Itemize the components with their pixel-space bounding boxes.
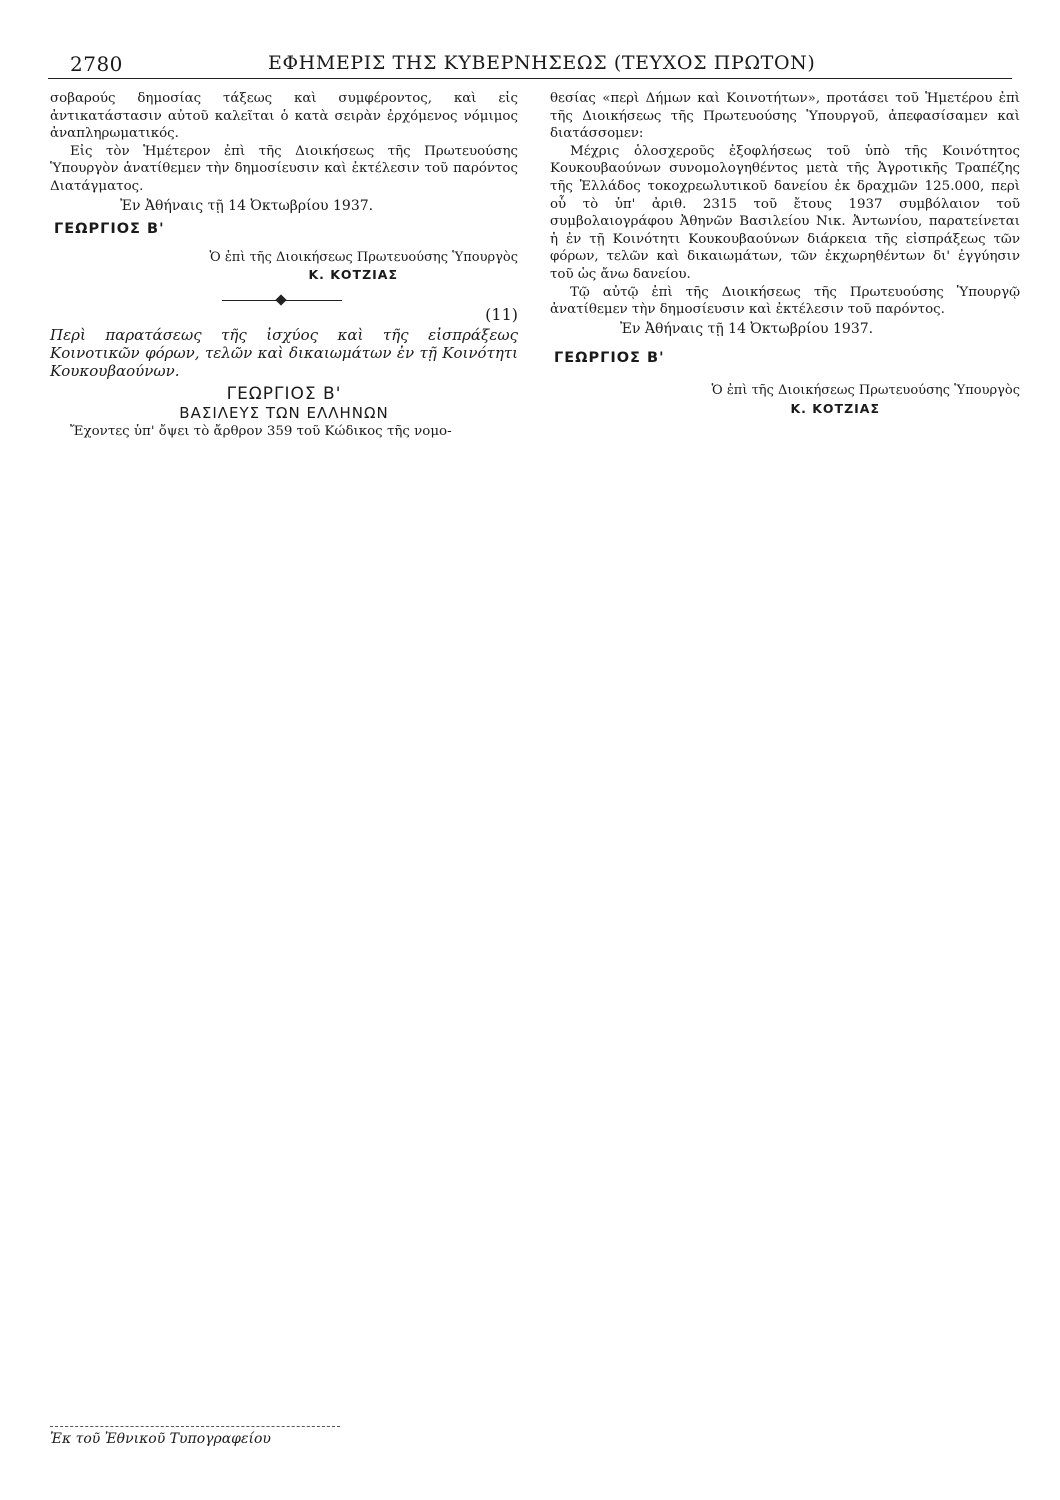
minister-name: Κ. ΚΟΤΖΙΑΣ xyxy=(790,400,880,416)
page-number: 2780 xyxy=(70,52,123,76)
minister-name: Κ. ΚΟΤΖΙΑΣ xyxy=(308,267,398,283)
paragraph: Ἔχοντες ὑπ' ὄψει τὸ ἄρθρον 359 τοῦ Κώδικος τῆς νομο- xyxy=(70,423,452,439)
printer-imprint: Ἐκ τοῦ Ἐθνικοῦ Τυπογραφείου xyxy=(50,1426,340,1447)
right-column xyxy=(550,90,1020,417)
king-name: ΓΕΩΡΓΙΟΣ Β' xyxy=(226,383,342,404)
decree-number: (11) xyxy=(485,304,518,324)
minister-title: Ὁ ἐπὶ τῆς Διοικήσεως Πρωτευούσης Ὑπουργὸς xyxy=(711,382,1020,398)
minister-title: Ὁ ἐπὶ τῆς Διοικήσεως Πρωτευούσης Ὑπουργὸς xyxy=(209,249,518,265)
king-signature: ΓΕΩΡΓΙΟΣ Β' xyxy=(554,350,665,367)
section-divider xyxy=(50,292,518,310)
paragraph: Τῷ αὐτῷ ἐπὶ τῆς Διοικήσεως τῆς Πρωτευούσης Ὑπουργῷ ἀνατίθεμεν τὴν δημοσίευσιν καὶ ἐκτέλεσιν τοῦ παρόντος. xyxy=(550,284,1020,318)
paragraph: Μέχρις ὁλοσχεροῦς ἐξοφλήσεως τοῦ ὑπὸ τῆς Κοινότητος Κουκουβαούνων συνομολογηθέντος μετὰ τῆς Ἀγροτικῆς Τραπέζης τῆς Ἑλλάδος τοκοχρεωλυτικοῦ δανείου ἐκ δραχμῶν 125.000, περὶ οὗ τὸ ὑπ' ἀριθ. 2315 τοῦ ἔτους 1937 συμβόλαιον τοῦ συμβολαιογράφου Ἀθηνῶν Βασιλείου Νικ. Ἀντωνίου, παρατείνεται ἡ ἐν τῇ Κοινότητι Κουκουβαούνων διάρκεια τῆς εἰσπράξεως τῶν φόρων, τελῶν καὶ δικαιωμάτων, τῶν ἐκχωρηθέντων δι' ἐγγύησιν τοῦ ὡς ἄνω δανείου. xyxy=(550,143,1020,282)
running-head: ΕΦΗΜΕΡΙΣ ΤΗΣ ΚΥΒΕΡΝΗΣΕΩΣ (ΤΕΥΧΟΣ ΠΡΩΤΟΝ) xyxy=(268,52,816,74)
left-column xyxy=(50,90,518,440)
page-header xyxy=(48,48,1012,79)
paragraph: σοβαρούς δημοσίας τάξεως καὶ συμφέροντος, καὶ εἰς ἀντικατάστασιν αὐτοῦ καλεῖται ὁ κατὰ σειρὰν ἐρχόμενος νόμιμος ἀναπληρωματικός. xyxy=(50,91,518,142)
diamond-ornament-icon xyxy=(275,294,286,305)
king-title: ΒΑΣΙΛΕΥΣ ΤΩΝ ΕΛΛΗΝΩΝ xyxy=(179,404,389,423)
decree-title: Περὶ παρατάσεως τῆς ἰσχύος καὶ τῆς εἰσπράξεως Κοινοτικῶν φόρων, τελῶν καὶ δικαιωμάτων ἐν τῇ Κοινότητι Κουκουβαούνων. xyxy=(50,325,518,380)
date-line: Ἐν Ἀθήναις τῇ 14 Ὀκτωβρίου 1937. xyxy=(120,197,374,214)
paragraph: θεσίας «περὶ Δήμων καὶ Κοινοτήτων», προτάσει τοῦ Ἡμετέρου ἐπὶ τῆς Διοικήσεως τῆς Πρωτευούσης Ὑπουργοῦ, ἀπεφασίσαμεν καὶ διατάσσομεν: xyxy=(550,91,1020,142)
king-signature: ΓΕΩΡΓΙΟΣ Β' xyxy=(54,221,165,238)
date-line: Ἐν Ἀθήναις τῇ 14 Ὀκτωβρίου 1937. xyxy=(620,320,874,337)
paragraph: Εἰς τὸν Ἡμέτερον ἐπὶ τῆς Διοικήσεως τῆς Πρωτευούσης Ὑπουργὸν ἀνατίθεμεν τὴν δημοσίευσιν καὶ ἐκτέλεσιν τοῦ παρόντος Διατάγματος. xyxy=(50,143,518,194)
